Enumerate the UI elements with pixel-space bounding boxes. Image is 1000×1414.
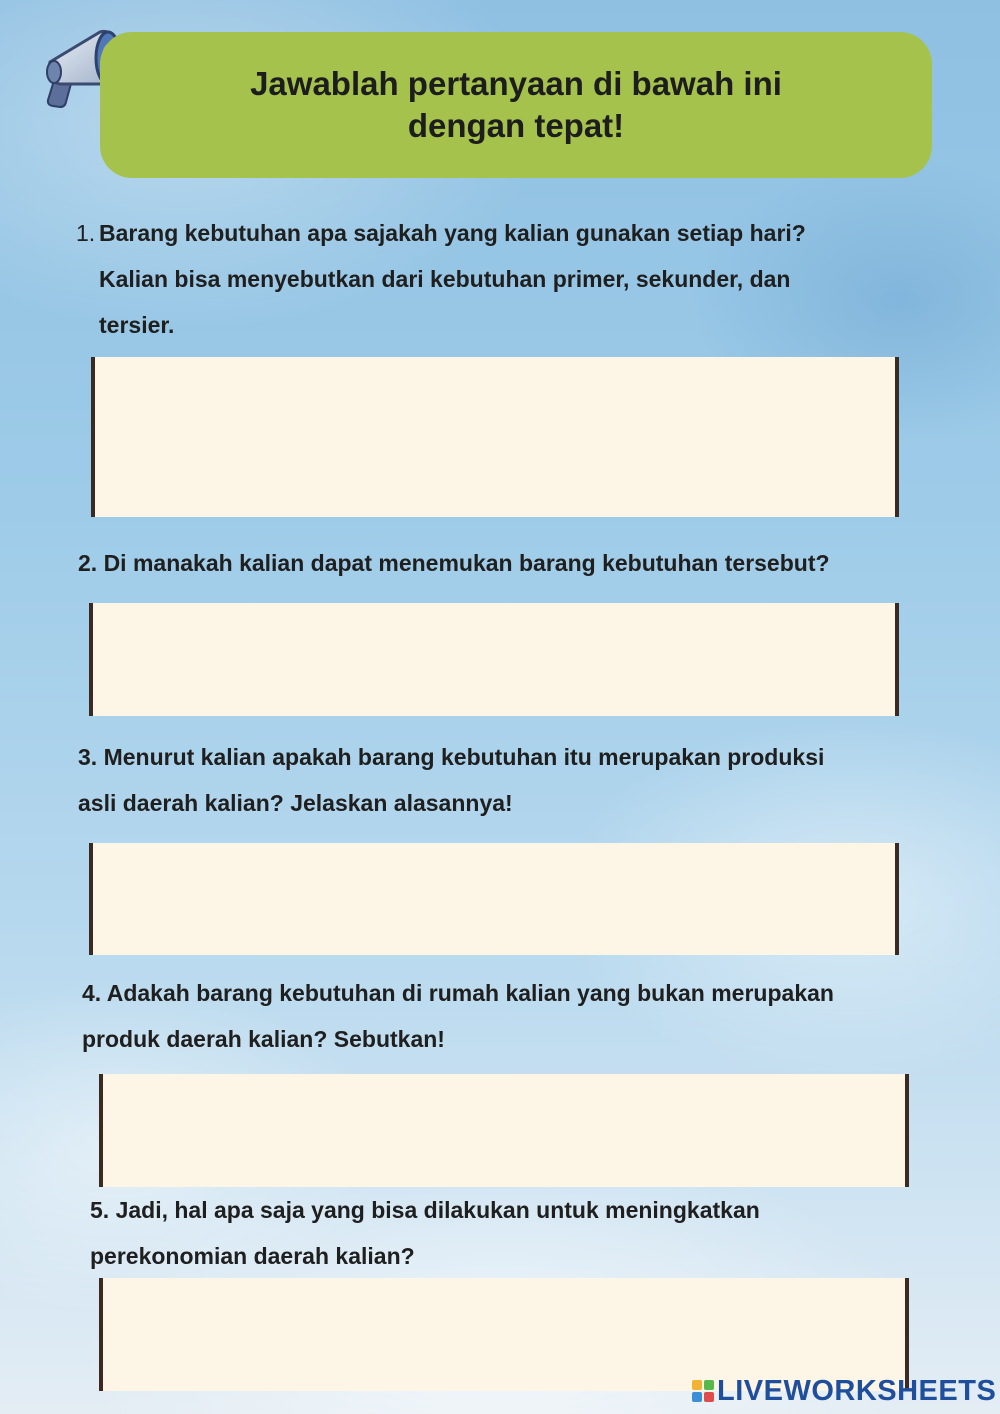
- question-3-text: 3. Menurut kalian apakah barang kebutuhan itu merupakan produksi asli daerah kalian? Jelaskan alasannya!: [78, 744, 825, 816]
- question-2-text: 2. Di manakah kalian dapat menemukan barang kebutuhan tersebut?: [78, 550, 830, 576]
- liveworksheets-logo-text: LIVEWORKSHEETS: [717, 1374, 997, 1407]
- answer-box-1[interactable]: [91, 357, 899, 517]
- answer-box-2[interactable]: [89, 603, 899, 716]
- answer-box-3[interactable]: [89, 843, 899, 955]
- question-1-number: 1.: [76, 220, 96, 246]
- question-4-text: 4. Adakah barang kebutuhan di rumah kalian yang bukan merupakan produk daerah kalian? Sebutkan!: [82, 980, 834, 1052]
- page-title: Jawablah pertanyaan di bawah ini dengan tepat!: [250, 65, 782, 144]
- liveworksheets-logo-icon: [692, 1380, 714, 1402]
- answer-box-4[interactable]: [99, 1074, 909, 1187]
- liveworksheets-logo[interactable]: [692, 1376, 996, 1406]
- header-banner: [100, 32, 932, 178]
- question-5-text: 5. Jadi, hal apa saja yang bisa dilakukan untuk meningkatkan perekonomian daerah kalian?: [90, 1197, 760, 1269]
- question-1-text: Barang kebutuhan apa sajakah yang kalian gunakan setiap hari? Kalian bisa menyebutkan dari kebutuhan primer, sekunder, dan tersier.: [99, 220, 806, 338]
